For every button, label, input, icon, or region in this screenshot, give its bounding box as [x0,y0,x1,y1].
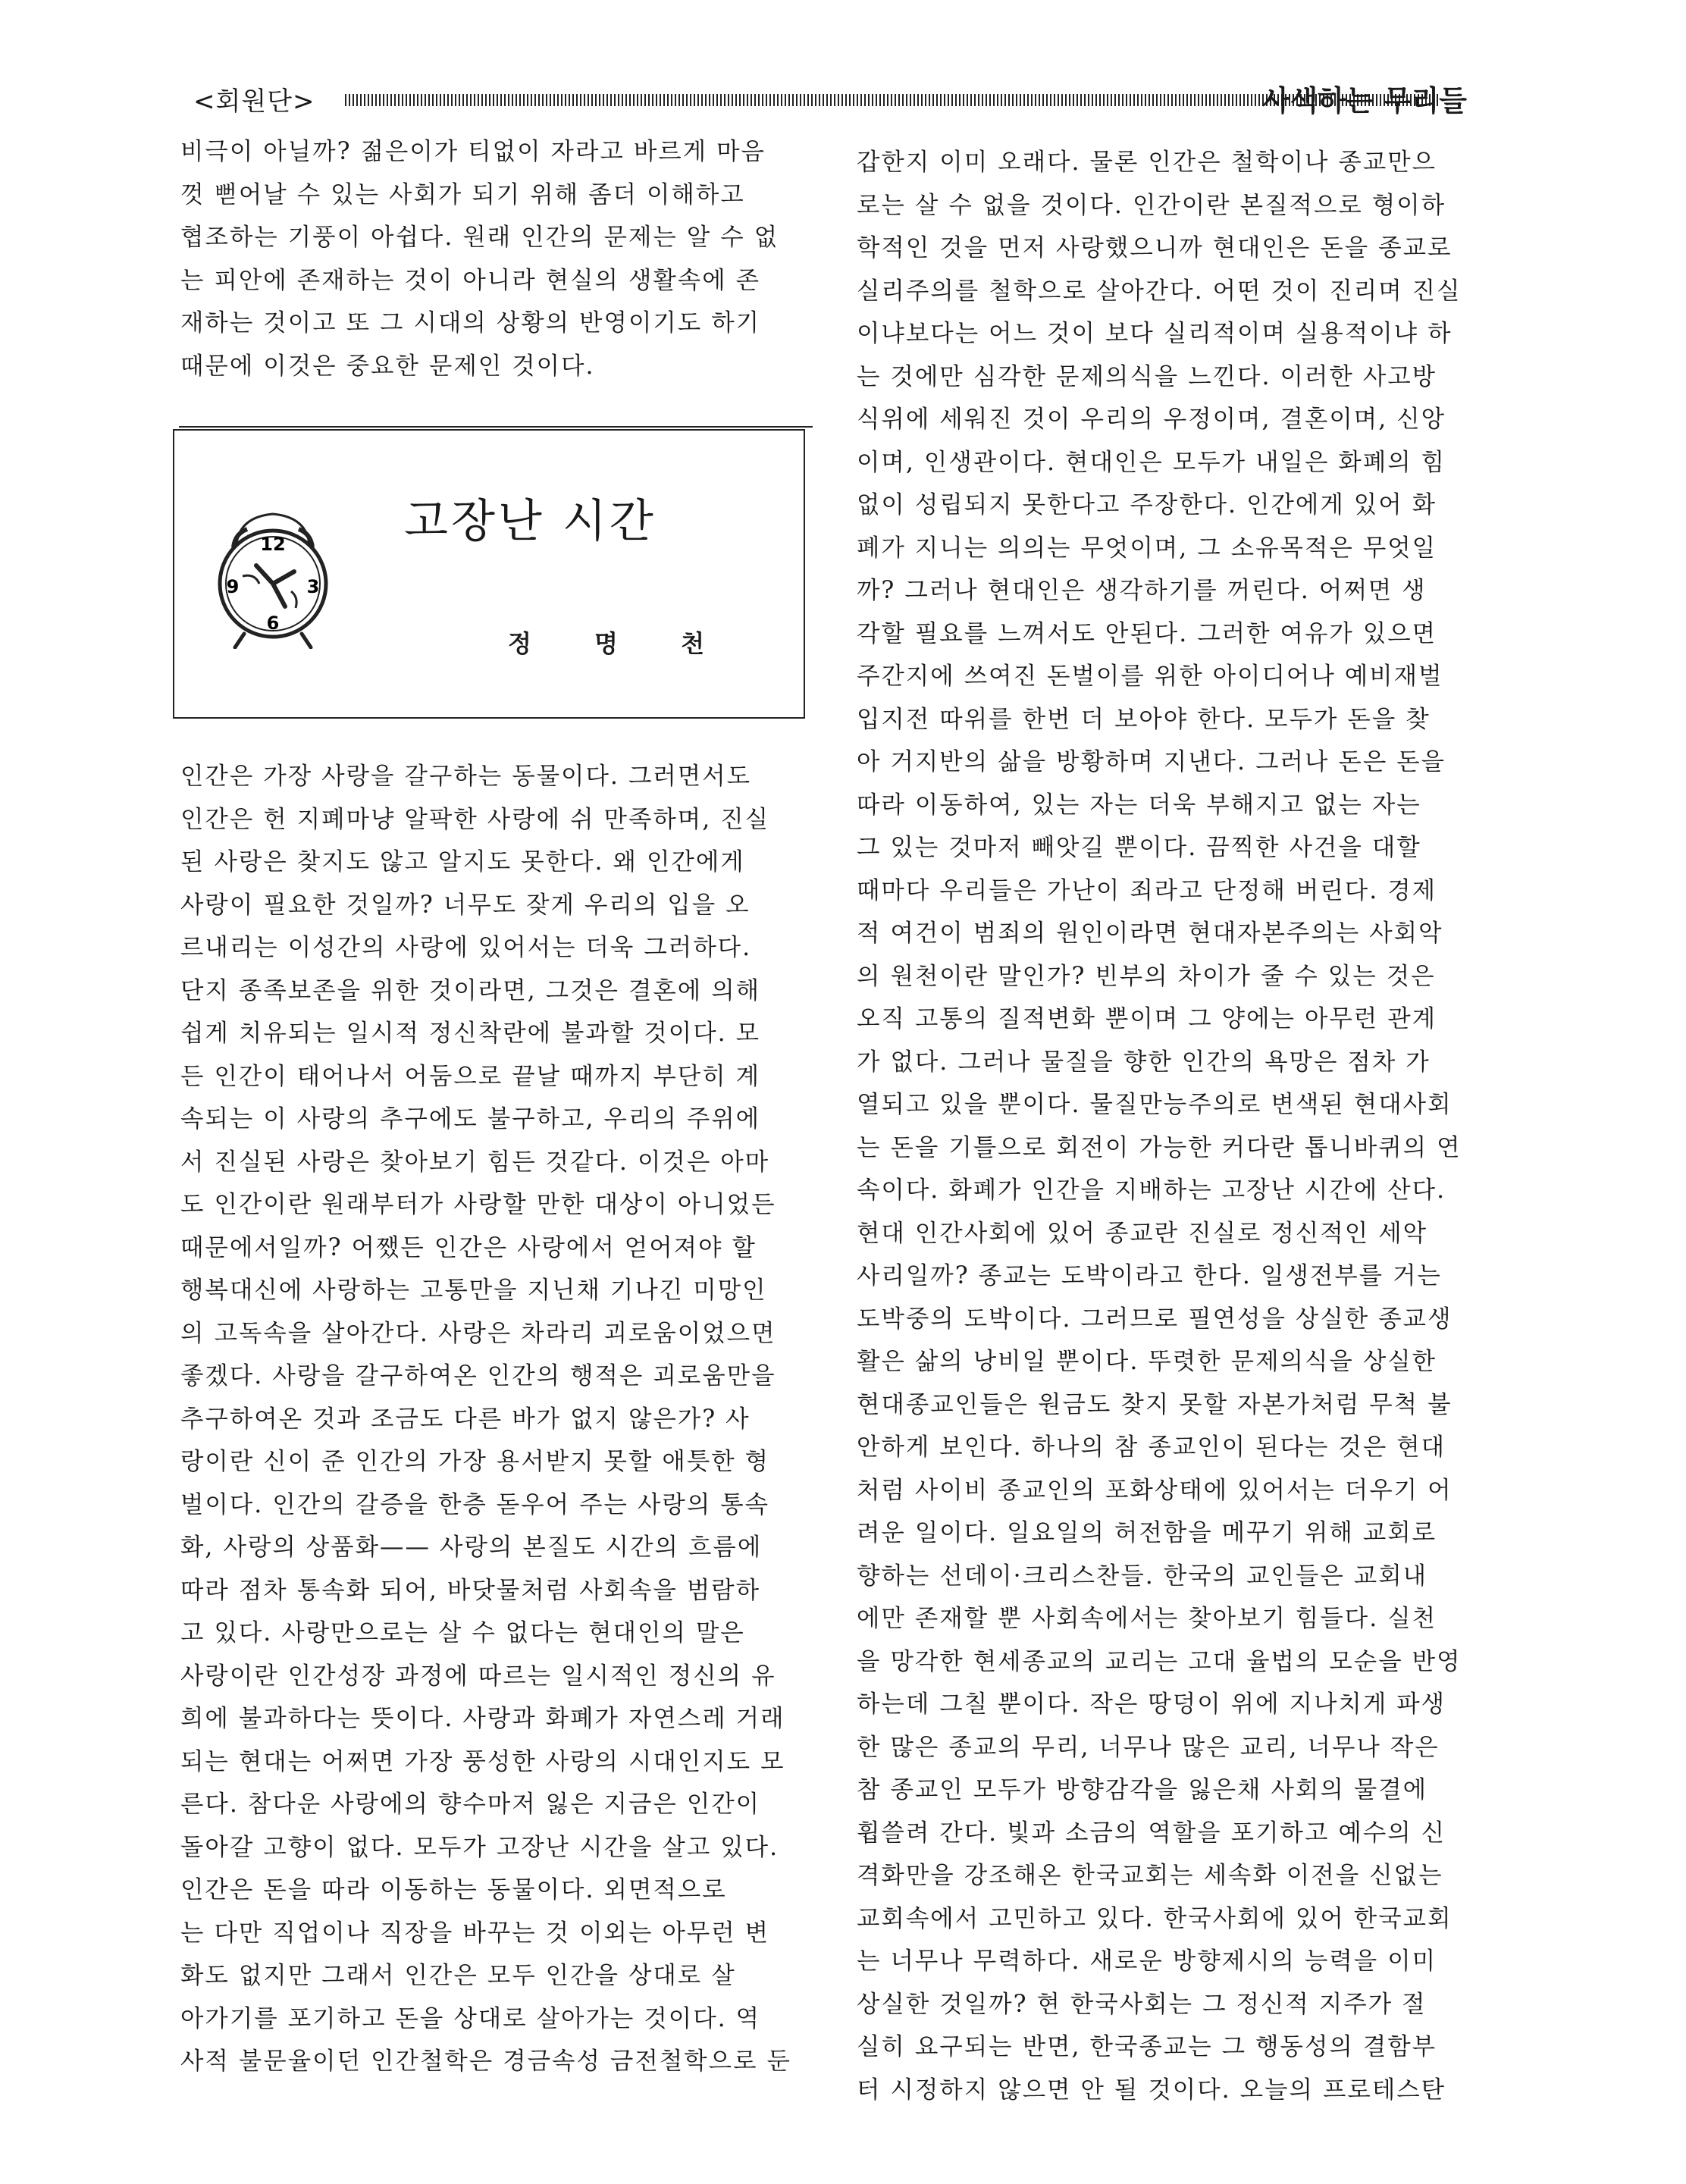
text-line: 르내리는 이성간의 사랑에 있어서는 더욱 그러하다. [180,934,752,961]
right-column-body-text [857,141,1509,2111]
text-line: 처럼 사이비 종교인의 포화상태에 있어서는 더우기 어 [857,1476,1453,1504]
text-line: 실리주의를 철학으로 살아간다. 어떤 것이 진리며 진실 [857,277,1462,305]
text-line: 로는 살 수 없을 것이다. 인간이란 본질적으로 형이하 [857,191,1446,219]
text-line: 적 여건이 범죄의 원인이라면 현대자본주의는 사회악 [857,920,1443,947]
text-line: 랑이란 신이 준 인간의 가장 용서받지 못할 애틋한 형 [180,1448,770,1475]
text-line: 이냐보다는 어느 것이 보다 실리적이며 실용적이냐 하 [857,320,1453,347]
text-line: 터 시정하지 않으면 안 될 것이다. 오늘의 프로테스탄 [857,2076,1446,2104]
text-line: 때마다 우리들은 가난이 죄라고 단정해 버린다. 경제 [857,876,1437,904]
text-line: 사적 불문율이던 인간철학은 경금속성 금전철학으로 둔 [180,2048,791,2075]
alarm-clock-icon [212,500,334,649]
text-line: 인간은 가장 사랑을 갈구하는 동물이다. 그러면서도 [180,763,752,790]
text-line: 단지 종족보존을 위한 것이라면, 그것은 결혼에 의해 [180,976,761,1004]
text-line: 각할 필요를 느껴서도 안된다. 그러한 여유가 있으면 [857,619,1437,647]
text-line: 비극이 아닐까? 젊은이가 티없이 자라고 바르게 마음 [180,138,766,165]
text-line: 든 인간이 태어나서 어둠으로 끝날 때까지 부단히 계 [180,1062,761,1090]
clock-numeral-12: 12 [260,534,286,555]
clock-numeral-9: 9 [226,576,240,597]
text-line: 인간은 헌 지폐마냥 알팍한 사랑에 쉬 만족하며, 진실 [180,805,770,833]
text-line: 껏 뻗어날 수 있는 사회가 되기 위해 좀더 이해하고 [180,180,745,208]
text-line: 재하는 것이고 또 그 시대의 상황의 반영이기도 하기 [180,309,761,337]
text-line: 희에 불과하다는 뜻이다. 사랑과 화폐가 자연스레 거래 [180,1705,785,1732]
text-line: 사랑이 필요한 것일까? 너무도 잦게 우리의 입을 오 [180,891,751,919]
text-line: 른다. 참다운 사랑에의 향수마저 잃은 지금은 인간이 [180,1791,761,1818]
clock-numeral-3: 3 [306,576,320,597]
text-line: 때문에서일까? 어쨌든 인간은 사랑에서 얻어져야 할 [180,1233,757,1261]
essay-author: 정 명 천 [508,629,732,658]
text-line: 하는데 그칠 뿐이다. 작은 땅덩이 위에 지나치게 파생 [857,1690,1446,1718]
text-line: 휩쓸려 간다. 빛과 소금의 역할을 포기하고 예수의 신 [857,1819,1446,1847]
text-line: 되는 현대는 어쩌면 가장 풍성한 사랑의 시대인지도 모 [180,1747,785,1775]
text-line: 이며, 인생관이다. 현대인은 모두가 내일은 화폐의 힘 [857,448,1446,476]
text-line: 갑한지 이미 오래다. 물론 인간은 철학이나 종교만으 [857,149,1437,176]
text-line: 아 거지반의 삶을 방황하며 지낸다. 그러나 돈은 돈을 [857,748,1446,776]
text-line: 실히 요구되는 반면, 한국종교는 그 행동성의 결함부 [857,2033,1437,2060]
text-line: 속이다. 화폐가 인간을 지배하는 고장난 시간에 산다. [857,1177,1446,1204]
text-line: 는 피안에 존재하는 것이 아니라 현실의 생활속에 존 [180,266,761,294]
text-line: 따라 점차 통속화 되어, 바닷물처럼 사회속을 범람하 [180,1576,761,1604]
text-line: 을 망각한 현세종교의 교리는 고대 율법의 모순을 반영 [857,1647,1462,1675]
text-line: 된 사랑은 찾지도 않고 알지도 못한다. 왜 인간에게 [180,848,745,876]
text-line: 는 너무나 무력하다. 새로운 방향제시의 능력을 이미 [857,1947,1437,1975]
text-line: 현대종교인들은 원금도 찾지 못할 자본가처럼 무척 불 [857,1390,1453,1418]
clock-numeral-6: 6 [266,613,280,634]
text-line: 안하게 보인다. 하나의 참 종교인이 된다는 것은 현대 [857,1434,1446,1461]
text-line: 한 많은 종교의 무리, 너무나 많은 교리, 너무나 작은 [857,1733,1440,1761]
text-line: 향하는 선데이·크리스찬들. 한국의 교인들은 교회내 [857,1562,1428,1590]
text-line: 돌아갈 고향이 없다. 모두가 고장난 시간을 살고 있다. [180,1833,779,1861]
text-line: 아가기를 포기하고 돈을 상대로 살아가는 것이다. 역 [180,2004,761,2032]
text-line: 참 종교인 모두가 방향감각을 잃은채 사회의 물결에 [857,1776,1428,1803]
text-line: 추구하여온 것과 조금도 다른 바가 없지 않은가? 사 [180,1405,751,1433]
text-line: 서 진실된 사랑은 찾아보기 힘든 것같다. 이것은 아마 [180,1148,770,1176]
text-line: 교회속에서 고민하고 있다. 한국사회에 있어 한국교회 [857,1904,1453,1932]
text-line: 그 있는 것마저 빼앗길 뿐이다. 끔찍한 사건을 대할 [857,834,1421,861]
text-line: 상실한 것일까? 현 한국사회는 그 정신적 지주가 절 [857,1990,1427,2018]
text-line: 인간은 돈을 따라 이동하는 동물이다. 외면적으로 [180,1876,727,1904]
left-column-body-text [180,755,810,2083]
text-line: 협조하는 기풍이 아쉽다. 원래 인간의 문제는 알 수 없 [180,224,779,251]
text-line: 의 고독속을 살아간다. 사랑은 차라리 괴로움이었으면 [180,1319,776,1347]
text-line: 가 없다. 그러나 물질을 향한 인간의 욕망은 점차 가 [857,1048,1431,1076]
text-line: 화, 사랑의 상품화—— 사랑의 본질도 시간의 흐름에 [180,1534,763,1561]
text-line: 도박중의 도박이다. 그러므로 필연성을 상실한 종교생 [857,1305,1453,1333]
text-line: 쉽게 치유되는 일시적 정신착란에 불과할 것이다. 모 [180,1020,761,1047]
text-line: 는 다만 직업이나 직장을 바꾸는 것 이외는 아무런 변 [180,1919,770,1947]
text-line: 입지전 따위를 한번 더 보아야 한다. 모두가 돈을 찾 [857,705,1431,733]
text-line: 활은 삶의 낭비일 뿐이다. 뚜렷한 문제의식을 상실한 [857,1348,1437,1375]
text-line: 행복대신에 사랑하는 고통만을 지닌채 기나긴 미망인 [180,1277,767,1304]
essay-title-box [173,429,805,719]
text-line: 식위에 세워진 것이 우리의 우정이며, 결혼이며, 신앙 [857,406,1446,433]
text-line: 사랑이란 인간성장 과정에 따르는 일시적인 정신의 유 [180,1662,776,1690]
text-line: 좋겠다. 사랑을 갈구하여온 인간의 행적은 괴로움만을 [180,1362,776,1390]
text-line: 따라 이동하여, 있는 자는 더욱 부해지고 없는 자는 [857,791,1421,819]
page-header [193,74,1497,127]
text-line: 속되는 이 사랑의 추구에도 불구하고, 우리의 주위에 [180,1105,761,1133]
text-line: 고 있다. 사랑만으로는 살 수 없다는 현대인의 말은 [180,1619,745,1647]
text-line: 는 돈을 기틀으로 회전이 가능한 커다란 톱니바퀴의 연 [857,1133,1462,1161]
text-line: 오직 고통의 질적변화 뿐이며 그 양에는 아무런 관계 [857,1005,1437,1032]
left-column-continued-text [180,130,810,387]
text-line: 없이 성립되지 못한다고 주장한다. 인간에게 있어 화 [857,491,1437,519]
text-line: 의 원천이란 말인가? 빈부의 차이가 줄 수 있는 것은 [857,962,1436,990]
text-line: 화도 없지만 그래서 인간은 모두 인간을 상대로 살 [180,1962,736,1989]
text-line: 에만 존재할 뿐 사회속에서는 찾아보기 힘들다. 실천 [857,1605,1437,1632]
text-line: 학적인 것을 먼저 사랑했으니까 현대인은 돈을 종교로 [857,234,1453,262]
text-line: 까? 그러나 현대인은 생각하기를 꺼린다. 어쩌면 생 [857,577,1427,604]
text-line: 사리일까? 종교는 도박이라고 한다. 일생전부를 거는 [857,1262,1442,1289]
text-line: 주간지에 쓰여진 돈벌이를 위한 아이디어나 예비재벌 [857,663,1443,690]
text-line: 폐가 지니는 의의는 무엇이며, 그 소유목적은 무엇일 [857,534,1437,562]
essay-title: 고장난 시간 [404,495,657,548]
text-line: 려운 일이다. 일요일의 허전함을 메꾸기 위해 교회로 [857,1519,1437,1546]
text-line: 때문에 이것은 중요한 문제인 것이다. [180,352,595,380]
text-line: 격화만을 강조해온 한국교회는 세속화 이전을 신없는 [857,1862,1443,1889]
column-title: 사색하는 무리들 [1261,84,1467,118]
title-top-rule [179,426,813,428]
text-line: 도 인간이란 원래부터가 사랑할 만한 대상이 아니었든 [180,1191,776,1218]
section-label: <회원단> [193,86,315,117]
text-line: 현대 인간사회에 있어 종교란 진실로 정신적인 세악 [857,1219,1428,1247]
text-line: 열되고 있을 뿐이다. 물질만능주의로 변색된 현대사회 [857,1091,1453,1118]
text-line: 벌이다. 인간의 갈증을 한층 돋우어 주는 사랑의 통속 [180,1490,770,1518]
text-line: 는 것에만 심각한 문제의식을 느낀다. 이러한 사고방 [857,362,1437,390]
